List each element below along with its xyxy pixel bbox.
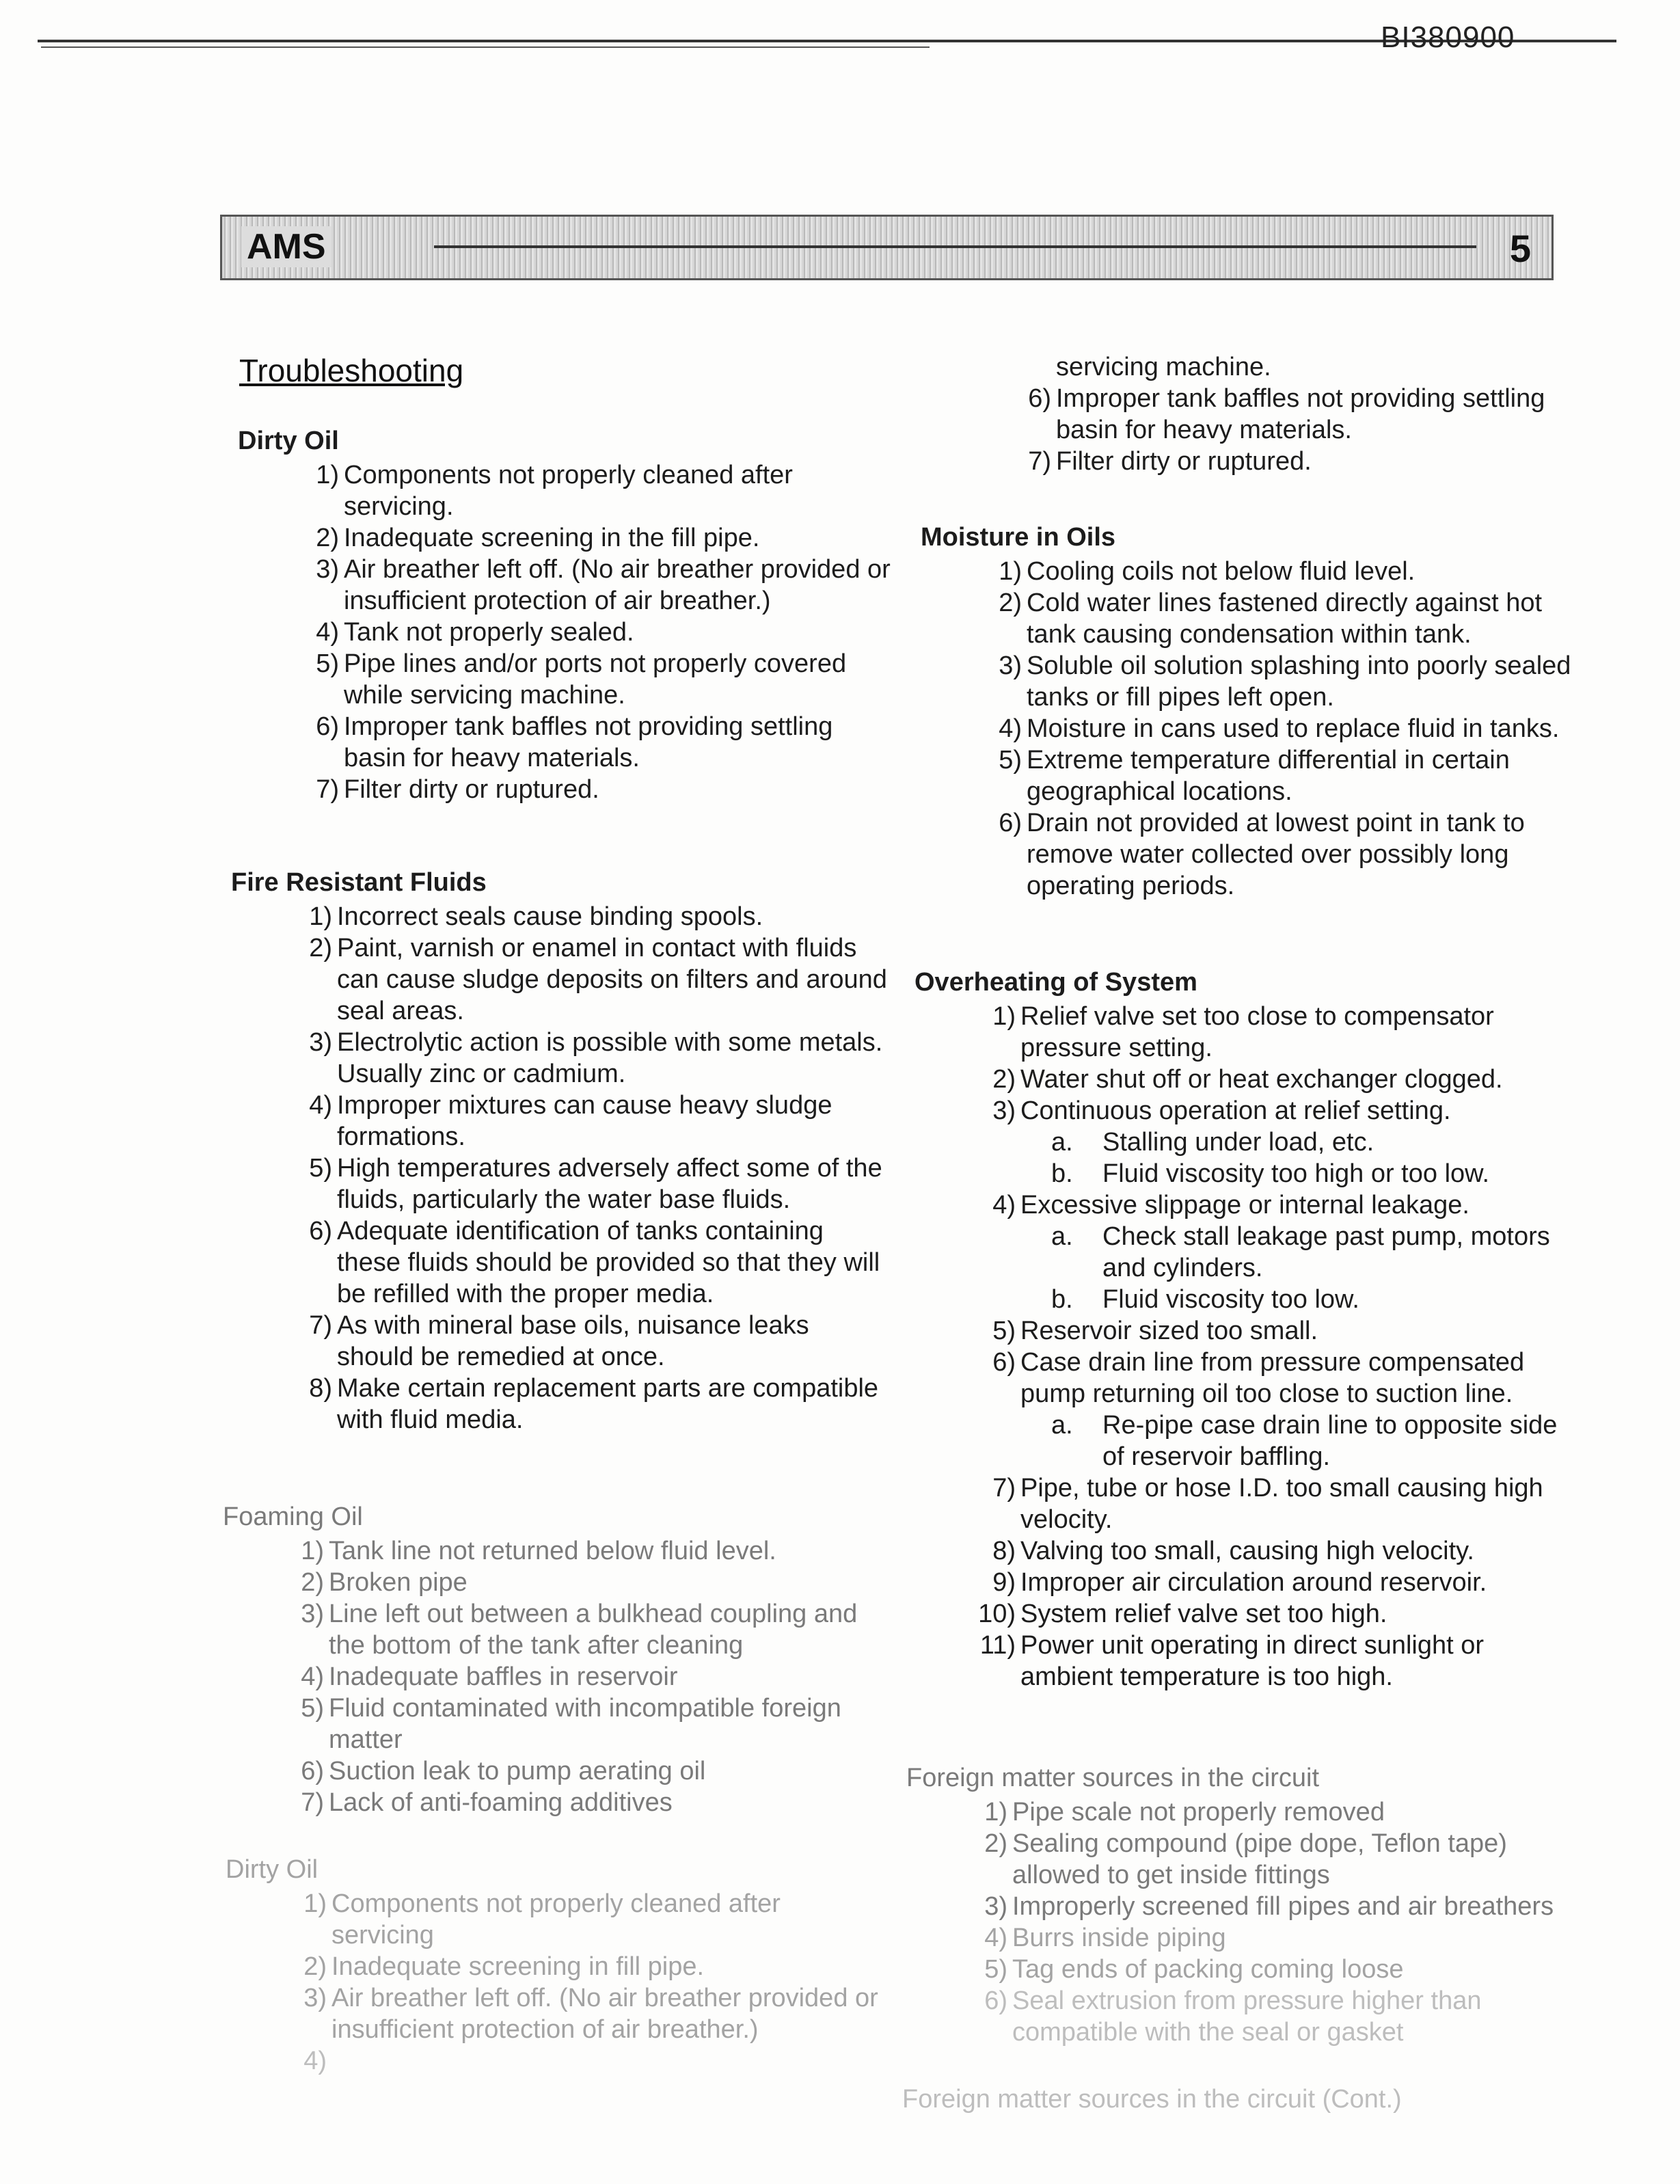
top-rule-thin (41, 46, 930, 48)
list-item: 5) Reservoir sized too small. (992, 1317, 1318, 1345)
list-item: 2) Water shut off or heat exchanger clogged. (992, 1065, 1503, 1094)
list-item: 3) Soluble oil solution splashing into poorly sealed tanks or fill pipes left open. (999, 651, 1571, 712)
brand-logo: AMS (241, 226, 331, 267)
list-item: 5) Pipe lines and/or ports not properly covered while servicing machine. (316, 649, 847, 710)
list-item: 3) Improperly screened fill pipes and air breathers (984, 1892, 1554, 1921)
section-heading: Foreign matter sources in the circuit (Cont.) (902, 2085, 1402, 2114)
section-heading: Fire Resistant Fluids (231, 868, 487, 897)
section-heading: Overheating of System (914, 968, 1197, 997)
list-subitem: a. Check stall leakage past pump, motors and cylinders. (1051, 1222, 1550, 1282)
list-item: 2) Inadequate screening in the fill pipe. (316, 524, 760, 552)
list-item: 6) Case drain line from pressure compensated pump returning oil too close to suction line. (992, 1348, 1525, 1408)
section-moisture (921, 522, 1577, 902)
section-dirty-oil (238, 425, 894, 805)
list-item: 1) Cooling coils not below fluid level. (999, 557, 1415, 586)
list-item: 1) Tank line not returned below fluid level. (301, 1537, 776, 1565)
section-heading: Moisture in Oils (921, 523, 1116, 552)
header-banner (220, 215, 1554, 280)
section-fire-resistant (231, 867, 887, 1435)
list-item: 6) Improper tank baffles not providing settling basin for heavy materials. (1028, 384, 1545, 444)
list-item: 2) Inadequate screening in fill pipe. (303, 1952, 705, 1981)
section-overheating (914, 967, 1571, 1693)
section-continued (950, 351, 1606, 477)
list-item: 3) Air breather left off. (No air breather provided or insufficient protection of air breather.) (303, 1984, 878, 2044)
list-item: 2) Sealing compound (pipe dope, Teflon tape) allowed to get inside fittings (984, 1829, 1507, 1889)
top-rule (38, 40, 1616, 42)
list-item: 7) Filter dirty or ruptured. (316, 775, 599, 804)
list-item: 6) Seal extrusion from pressure higher than compatible with the seal or gasket (984, 1986, 1482, 2047)
document-id: BI380900 (1381, 21, 1515, 54)
list-item: 6) Suction leak to pump aerating oil (301, 1757, 706, 1785)
list-item: 4) Improper mixtures can cause heavy sludge formations. (309, 1091, 832, 1151)
list-item: 4) Excessive slippage or internal leakage. (992, 1191, 1469, 1219)
list-item: 2) Broken pipe (301, 1568, 468, 1597)
list-item: 7) Pipe, tube or hose I.D. too small causing high velocity. (992, 1474, 1543, 1534)
list-item: 5) High temperatures adversely affect some of the fluids, particularly the water base fluids. (309, 1154, 882, 1214)
list-item: 6) Drain not provided at lowest point in tank to remove water collected over possibly long operating periods. (999, 809, 1525, 900)
list-item: 1) Relief valve set too close to compensator pressure setting. (992, 1002, 1494, 1062)
list-item: 5) Fluid contaminated with incompatible foreign matter (301, 1694, 841, 1754)
list-item: 6) Improper tank baffles not providing settling basin for heavy materials. (316, 712, 833, 772)
section-foreign-matter (906, 1762, 1562, 2048)
section-foreign-matter-cont (902, 2084, 1558, 2118)
section-heading: Dirty Oil (226, 1855, 319, 1884)
list-item: 7) Lack of anti-foaming additives (301, 1788, 673, 1817)
list-item: 10) System relief valve set too high. (978, 1600, 1387, 1628)
section-heading: Dirty Oil (238, 427, 339, 455)
page-number: 5 (1509, 227, 1531, 270)
list-item: 4) Tank not properly sealed. (316, 618, 634, 647)
list-subitem: a. Re-pipe case drain line to opposite side of reservoir baffling. (1051, 1411, 1558, 1471)
list-item: 3) Line left out between a bulkhead coupling and the bottom of the tank after cleaning (301, 1600, 858, 1660)
banner-rule (434, 245, 1476, 248)
section-heading: Foreign matter sources in the circuit (906, 1764, 1320, 1792)
list-item: 4) Burrs inside piping (984, 1924, 1226, 1952)
list-item: 2) Paint, varnish or enamel in contact with fluids can cause sludge deposits on filters and around seal areas. (309, 934, 887, 1025)
list-item: 4) Inadequate baffles in reservoir (301, 1662, 678, 1691)
list-item: 11) Power unit operating in direct sunlight or ambient temperature is too high. (979, 1631, 1485, 1691)
list-item: 8) Make certain replacement parts are compatible with fluid media. (309, 1374, 879, 1434)
list-item: 8) Valving too small, causing high velocity. (992, 1537, 1474, 1565)
list-item: 6) Adequate identification of tanks containing these fluids should be provided so that they will be refilled with the proper media. (309, 1217, 880, 1308)
list-item: 1) Incorrect seals cause binding spools. (309, 902, 763, 931)
list-item: 3) Air breather left off. (No air breather provided or insufficient protection of air breather.) (316, 555, 891, 615)
list-item: 1) Pipe scale not properly removed (984, 1798, 1385, 1826)
section-foaming-oil (223, 1501, 879, 1818)
list-item: 3) Continuous operation at relief setting. (992, 1096, 1451, 1125)
list-item: 5) Tag ends of packing coming loose (984, 1955, 1404, 1984)
list-item: 7) Filter dirty or ruptured. (1028, 447, 1312, 476)
list-item: 7) As with mineral base oils, nuisance leaks should be remedied at once. (309, 1311, 809, 1371)
list-subitem: b. Fluid viscosity too low. (1051, 1285, 1359, 1314)
section-dirty-oil-2: Dirty Oil 1) Components not properly cleaned after servicing 2) Inadequate screening in fill pipe. 3) Air breather left off. (No air breather provided or insufficient protection of air breather.) 4) (226, 1854, 882, 2045)
list-subitem: b. Fluid viscosity too high or too low. (1051, 1159, 1490, 1188)
list-item: servicing machine. (1056, 353, 1271, 381)
list-item: 9) Improper air circulation around reservoir. (992, 1568, 1487, 1597)
section-heading: Foaming Oil (223, 1502, 363, 1531)
page-title: Troubleshooting (239, 353, 464, 388)
list-subitem: a. Stalling under load, etc. (1051, 1128, 1374, 1157)
list-item: 2) Cold water lines fastened directly against hot tank causing condensation within tank. (999, 589, 1543, 649)
list-item: 4) Moisture in cans used to replace fluid in tanks. (999, 714, 1560, 743)
list-item: 3) Electrolytic action is possible with some metals. Usually zinc or cadmium. (309, 1028, 883, 1088)
list-item: 1) Components not properly cleaned after servicing. (316, 461, 793, 521)
list-item: 5) Extreme temperature differential in certain geographical locations. (999, 746, 1510, 806)
list-item: 1) Components not properly cleaned after servicing (303, 1889, 781, 1950)
